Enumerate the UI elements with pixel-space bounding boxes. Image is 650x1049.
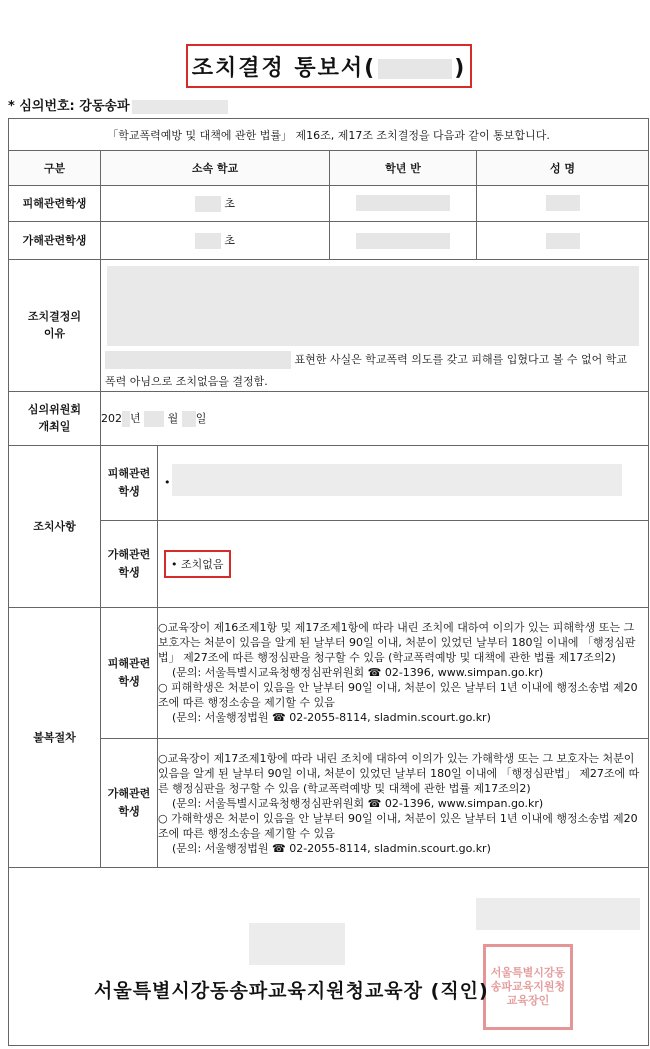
redacted-student-name — [378, 59, 452, 79]
measures-offender-label-line2: 학생 — [118, 565, 140, 579]
appeal-offender-lawsuit: ○ 가해학생은 처분이 있음을 안 날부터 90일 이내, 처분이 있은 날부터 1년 이내에 행정소송법 제20조에 따른 행정소송을 제기할 수 있음 — [158, 811, 638, 840]
reason-content — [101, 260, 649, 391]
header-name: 성 명 — [477, 151, 649, 185]
reason-label — [9, 260, 101, 391]
measures-victim-row — [9, 446, 649, 521]
reason-text-part1: 표현한 사실은 학교폭력 의도를 갖고 피해를 입혔다고 볼 수 없어 학교 — [294, 353, 627, 367]
meeting-label-line2: 개최일 — [38, 420, 71, 434]
offender-school-cell — [101, 221, 330, 259]
document-title-box — [186, 44, 472, 88]
appeal-victim-label-line1: 피해관련 — [107, 657, 151, 671]
header-grade-class: 학년 반 — [330, 151, 477, 185]
meeting-date-value — [101, 391, 649, 446]
redacted-case-number — [132, 100, 228, 114]
appeal-victim-label-line2: 학생 — [118, 674, 140, 688]
redacted-school — [195, 233, 221, 249]
measures-victim-label — [101, 446, 158, 521]
measures-offender-row — [9, 520, 649, 607]
redacted-school — [195, 196, 221, 212]
case-number-line — [8, 95, 228, 114]
header-category: 구분 — [9, 151, 101, 185]
measures-offender-content — [158, 520, 649, 607]
victim-grade-cell — [330, 185, 477, 221]
title-suffix: ) — [454, 55, 467, 81]
victim-name-cell — [477, 185, 649, 221]
offender-name-cell — [477, 221, 649, 259]
victim-student-row — [9, 185, 649, 221]
appeal-offender-admin-contact: (문의: 서울특별시교육청행정심판위원회 ☎ 02-1396, www.simpan.go.kr) — [172, 796, 544, 810]
meeting-label-line1: 심의위원회 — [27, 402, 82, 416]
measures-victim-label-line2: 학생 — [118, 484, 140, 498]
appeal-victim-admin-trial: ○교육장이 제16조제1항 및 제17조제1항에 따라 내린 조치에 대하여 이의가 있는 피해학생 또는 그 보호자는 처분이 있음을 알게 된 날부터 90일 이내, 처분이 있었던 날부터 180일 이내에 「행정심판법」 제27조에 따른 행정심판을 청구할 수 있음 (학교폭력예방 및 대책에 관한 법률 제17조의2) — [158, 621, 636, 665]
header-row — [9, 151, 649, 185]
appeal-offender-admin-trial: ○교육장이 제17조제1항에 따라 내린 조치에 대하여 이의가 있는 가해학생 또는 그 보호자는 처분이 있음을 알게 된 날부터 90일 이내, 처분이 있었던 날부터 180일 이내에 「행정심판법」 제27조에 따른 행정심판을 청구할 수 있음 (학교폭력예방 및 대책에 관한 법률 제17조의2) — [158, 751, 640, 795]
redacted-day — [182, 411, 196, 427]
case-number-label: * 심의번호: 강동송파 — [8, 99, 130, 114]
appeal-victim-lawsuit-contact: (문의: 서울행정법원 ☎ 02-2055-8114, sladmin.scourt.go.kr) — [172, 711, 491, 725]
redacted-reason-details — [107, 266, 639, 346]
appeal-victim-lawsuit: ○ 피해학생은 처분이 있음을 안 날부터 90일 이내, 처분이 있은 날부터 1년 이내에 행정소송법 제20조에 따른 행정소송을 제기할 수 있음 — [158, 681, 638, 710]
reason-text — [105, 349, 646, 393]
redacted-victim-measure — [172, 464, 622, 496]
notice-table — [8, 118, 649, 1046]
offender-grade-cell — [330, 221, 477, 259]
offender-student-row — [9, 221, 649, 259]
appeal-offender-label — [101, 738, 158, 867]
redacted-month — [144, 411, 164, 427]
appeal-offender-label-line1: 가해관련 — [107, 787, 151, 801]
meeting-month-unit: 월 — [167, 411, 179, 425]
intro-text: 「학교폭력예방 및 대책에 관한 법률」 제16조, 제17조 조치결정을 다음과 같이 통보합니다. — [9, 119, 649, 151]
appeal-offender-row — [9, 738, 649, 867]
redacted-year-digit — [122, 411, 130, 427]
victim-school-cell — [101, 185, 330, 221]
redacted-grade — [356, 195, 450, 211]
redacted-name — [546, 233, 580, 249]
meeting-date-label — [9, 391, 101, 446]
footer-cell — [9, 868, 649, 1046]
meeting-date-row — [9, 391, 649, 446]
appeal-label: 불복절차 — [9, 607, 101, 868]
measures-victim-bullet: • — [164, 476, 171, 490]
redacted-grade — [356, 233, 450, 249]
reason-label-line2: 이유 — [43, 327, 66, 341]
victim-student-label: 피해관련학생 — [9, 185, 101, 221]
measures-victim-content — [158, 446, 649, 521]
offender-school-suffix: 초 — [224, 234, 236, 248]
appeal-victim-admin-contact: (문의: 서울특별시교육청행정심판위원회 ☎ 02-1396, www.simpan.go.kr) — [172, 666, 544, 680]
header-school: 소속 학교 — [101, 151, 330, 185]
appeal-offender-content — [158, 738, 649, 867]
appeal-victim-label — [101, 607, 158, 738]
appeal-offender-lawsuit-contact: (문의: 서울행정법원 ☎ 02-2055-8114, sladmin.scourt.go.kr) — [172, 841, 491, 855]
official-seal-stamp: 서울특별시강동송파교육지원청교육장인 — [483, 944, 573, 1030]
measures-victim-label-line1: 피해관련 — [107, 467, 151, 481]
offender-measure-highlight: • 조치없음 — [164, 550, 231, 578]
meeting-day-unit: 일 — [195, 411, 207, 425]
reason-row — [9, 260, 649, 391]
intro-row — [9, 119, 649, 151]
appeal-victim-content — [158, 607, 649, 738]
document-title — [192, 51, 467, 82]
redacted-date-area — [476, 898, 640, 930]
victim-school-suffix: 초 — [224, 196, 236, 210]
redacted-issuer-area — [249, 923, 345, 965]
offender-student-label: 가해관련학생 — [9, 221, 101, 259]
title-prefix: 조치결정 통보서( — [191, 55, 377, 81]
reason-text-part2: 폭력 아님으로 조치없음을 결정함. — [105, 375, 268, 389]
reason-label-line1: 조치결정의 — [27, 309, 82, 323]
footer-row — [9, 868, 649, 1046]
appeal-offender-label-line2: 학생 — [118, 805, 140, 819]
measures-label: 조치사항 — [9, 446, 101, 608]
appeal-victim-row — [9, 607, 649, 738]
redacted-name — [546, 195, 580, 211]
measures-offender-label — [101, 520, 158, 607]
meeting-year: 202 — [101, 411, 122, 425]
measures-offender-label-line1: 가해관련 — [107, 548, 151, 562]
meeting-year-unit: 년 — [130, 411, 141, 425]
issuer-name: 서울특별시강동송파교육지원청교육장 (직인) — [94, 980, 489, 1003]
redacted-reason-prefix — [105, 351, 291, 369]
